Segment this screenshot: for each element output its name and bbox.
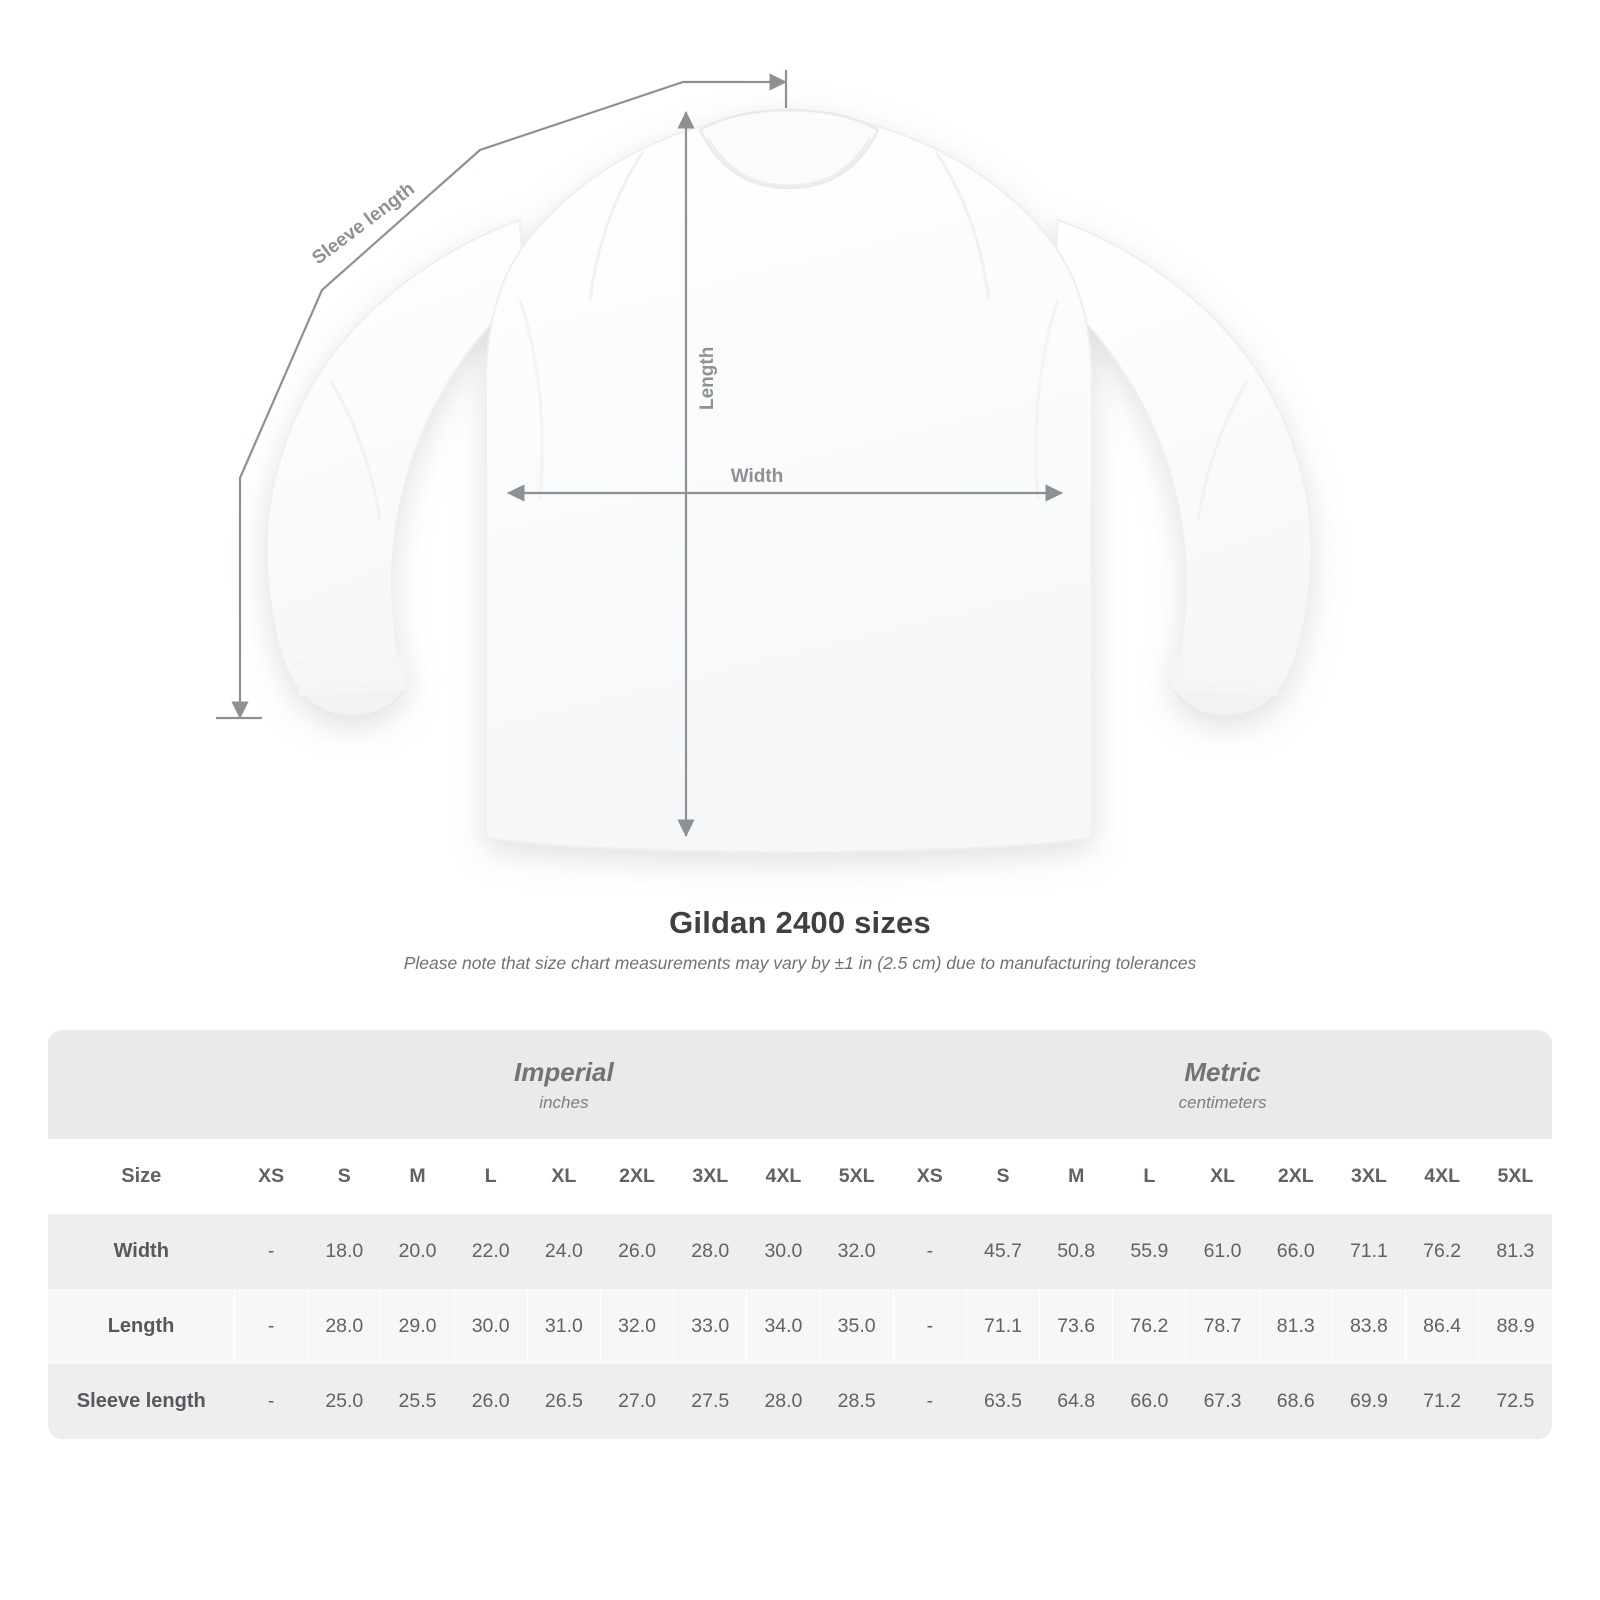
cell-length-imp-3xl: 33.0 xyxy=(674,1289,747,1364)
cell-length-met-xl: 78.7 xyxy=(1186,1289,1259,1364)
cell-length-imp-m: 29.0 xyxy=(381,1289,454,1364)
size-header-imp-2xl: 2XL xyxy=(600,1139,673,1214)
cell-length-met-l: 76.2 xyxy=(1113,1289,1186,1364)
cell-width-imp-m: 20.0 xyxy=(381,1214,454,1289)
row-label-sleeve-length: Sleeve length xyxy=(48,1364,235,1439)
cell-sleeve-met-3xl: 69.9 xyxy=(1332,1364,1405,1439)
tolerance-note: Please note that size chart measurements may vary by ±1 in (2.5 cm) due to manufacturing tolerances xyxy=(403,953,1197,973)
shirt-graphic xyxy=(267,110,1312,852)
cell-sleeve-met-s: 63.5 xyxy=(966,1364,1039,1439)
length-label: Length xyxy=(697,346,718,410)
cell-sleeve-imp-5xl: 28.5 xyxy=(820,1364,893,1439)
cell-sleeve-imp-xs: - xyxy=(235,1364,308,1439)
cell-sleeve-met-l: 66.0 xyxy=(1113,1364,1186,1439)
row-label-width: Width xyxy=(48,1214,235,1289)
size-header-met-l: L xyxy=(1113,1139,1186,1214)
cell-width-imp-s: 18.0 xyxy=(308,1214,381,1289)
band-imperial-sub: inches xyxy=(539,1092,589,1112)
cell-width-met-3xl: 71.1 xyxy=(1332,1214,1405,1289)
cell-width-met-xl: 61.0 xyxy=(1186,1214,1259,1289)
size-header-imp-xl: XL xyxy=(527,1139,600,1214)
size-header-label: Size xyxy=(48,1139,235,1214)
cell-width-imp-3xl: 28.0 xyxy=(674,1214,747,1289)
cell-width-met-s: 45.7 xyxy=(966,1214,1039,1289)
cell-length-imp-2xl: 32.0 xyxy=(600,1289,673,1364)
size-header-imp-3xl: 3XL xyxy=(674,1139,747,1214)
cell-sleeve-imp-m: 25.5 xyxy=(381,1364,454,1439)
cell-width-met-4xl: 76.2 xyxy=(1406,1214,1479,1289)
sleeve-length-label: Sleeve length xyxy=(308,178,419,269)
cell-sleeve-met-4xl: 71.2 xyxy=(1406,1364,1479,1439)
cell-length-imp-xs: - xyxy=(235,1289,308,1364)
cell-width-imp-2xl: 26.0 xyxy=(600,1214,673,1289)
cell-sleeve-met-xs: - xyxy=(893,1364,966,1439)
cell-length-met-3xl: 83.8 xyxy=(1332,1289,1405,1364)
band-imperial-title: Imperial xyxy=(514,1057,614,1087)
table-row xyxy=(48,1214,1552,1289)
cell-sleeve-imp-l: 26.0 xyxy=(454,1364,527,1439)
size-header-imp-5xl: 5XL xyxy=(820,1139,893,1214)
table-row xyxy=(48,1289,1552,1364)
cell-sleeve-imp-2xl: 27.0 xyxy=(600,1364,673,1439)
cell-width-imp-4xl: 30.0 xyxy=(747,1214,820,1289)
cell-length-met-m: 73.6 xyxy=(1040,1289,1113,1364)
row-label-length: Length xyxy=(48,1289,235,1364)
cell-length-met-4xl: 86.4 xyxy=(1406,1289,1479,1364)
band-metric xyxy=(893,1030,1552,1139)
cell-sleeve-imp-3xl: 27.5 xyxy=(674,1364,747,1439)
size-table xyxy=(48,1030,1552,1439)
band-metric-title: Metric xyxy=(1184,1057,1261,1087)
size-header-imp-m: M xyxy=(381,1139,454,1214)
size-table-wrap xyxy=(48,1030,1552,1439)
cell-length-imp-xl: 31.0 xyxy=(527,1289,600,1364)
cell-length-imp-5xl: 35.0 xyxy=(820,1289,893,1364)
size-header-imp-l: L xyxy=(454,1139,527,1214)
cell-length-imp-s: 28.0 xyxy=(308,1289,381,1364)
unit-band-row xyxy=(48,1030,1552,1139)
cell-length-met-2xl: 81.3 xyxy=(1259,1289,1332,1364)
size-header-met-3xl: 3XL xyxy=(1332,1139,1405,1214)
cell-sleeve-met-2xl: 68.6 xyxy=(1259,1364,1332,1439)
cell-width-imp-xs: - xyxy=(235,1214,308,1289)
size-header-met-xs: XS xyxy=(893,1139,966,1214)
size-header-imp-4xl: 4XL xyxy=(747,1139,820,1214)
size-header-imp-s: S xyxy=(308,1139,381,1214)
cell-sleeve-met-5xl: 72.5 xyxy=(1479,1364,1552,1439)
cell-width-met-2xl: 66.0 xyxy=(1259,1214,1332,1289)
cell-sleeve-imp-s: 25.0 xyxy=(308,1364,381,1439)
cell-sleeve-imp-xl: 26.5 xyxy=(527,1364,600,1439)
cell-sleeve-met-m: 64.8 xyxy=(1040,1364,1113,1439)
cell-length-met-s: 71.1 xyxy=(966,1289,1039,1364)
band-metric-sub: centimeters xyxy=(1178,1092,1267,1112)
width-label: Width xyxy=(730,466,784,487)
band-spacer xyxy=(48,1030,235,1139)
cell-length-imp-l: 30.0 xyxy=(454,1289,527,1364)
cell-width-met-l: 55.9 xyxy=(1113,1214,1186,1289)
cell-sleeve-met-xl: 67.3 xyxy=(1186,1364,1259,1439)
size-header-met-4xl: 4XL xyxy=(1406,1139,1479,1214)
size-header-imp-xs: XS xyxy=(235,1139,308,1214)
size-header-met-s: S xyxy=(966,1139,1039,1214)
cell-width-met-m: 50.8 xyxy=(1040,1214,1113,1289)
size-header-met-5xl: 5XL xyxy=(1479,1139,1552,1214)
band-imperial xyxy=(235,1030,894,1139)
cell-length-met-5xl: 88.9 xyxy=(1479,1289,1552,1364)
cell-width-imp-xl: 24.0 xyxy=(527,1214,600,1289)
cell-length-imp-4xl: 34.0 xyxy=(747,1289,820,1364)
cell-width-met-5xl: 81.3 xyxy=(1479,1214,1552,1289)
size-header-row xyxy=(48,1139,1552,1214)
title-block xyxy=(0,905,1600,974)
table-row xyxy=(48,1364,1552,1439)
size-header-met-m: M xyxy=(1040,1139,1113,1214)
cell-sleeve-imp-4xl: 28.0 xyxy=(747,1364,820,1439)
page-title: Gildan 2400 sizes xyxy=(669,905,931,940)
cell-width-imp-l: 22.0 xyxy=(454,1214,527,1289)
cell-length-met-xs: - xyxy=(893,1289,966,1364)
size-header-met-xl: XL xyxy=(1186,1139,1259,1214)
cell-width-imp-5xl: 32.0 xyxy=(820,1214,893,1289)
cell-width-met-xs: - xyxy=(893,1214,966,1289)
size-header-met-2xl: 2XL xyxy=(1259,1139,1332,1214)
